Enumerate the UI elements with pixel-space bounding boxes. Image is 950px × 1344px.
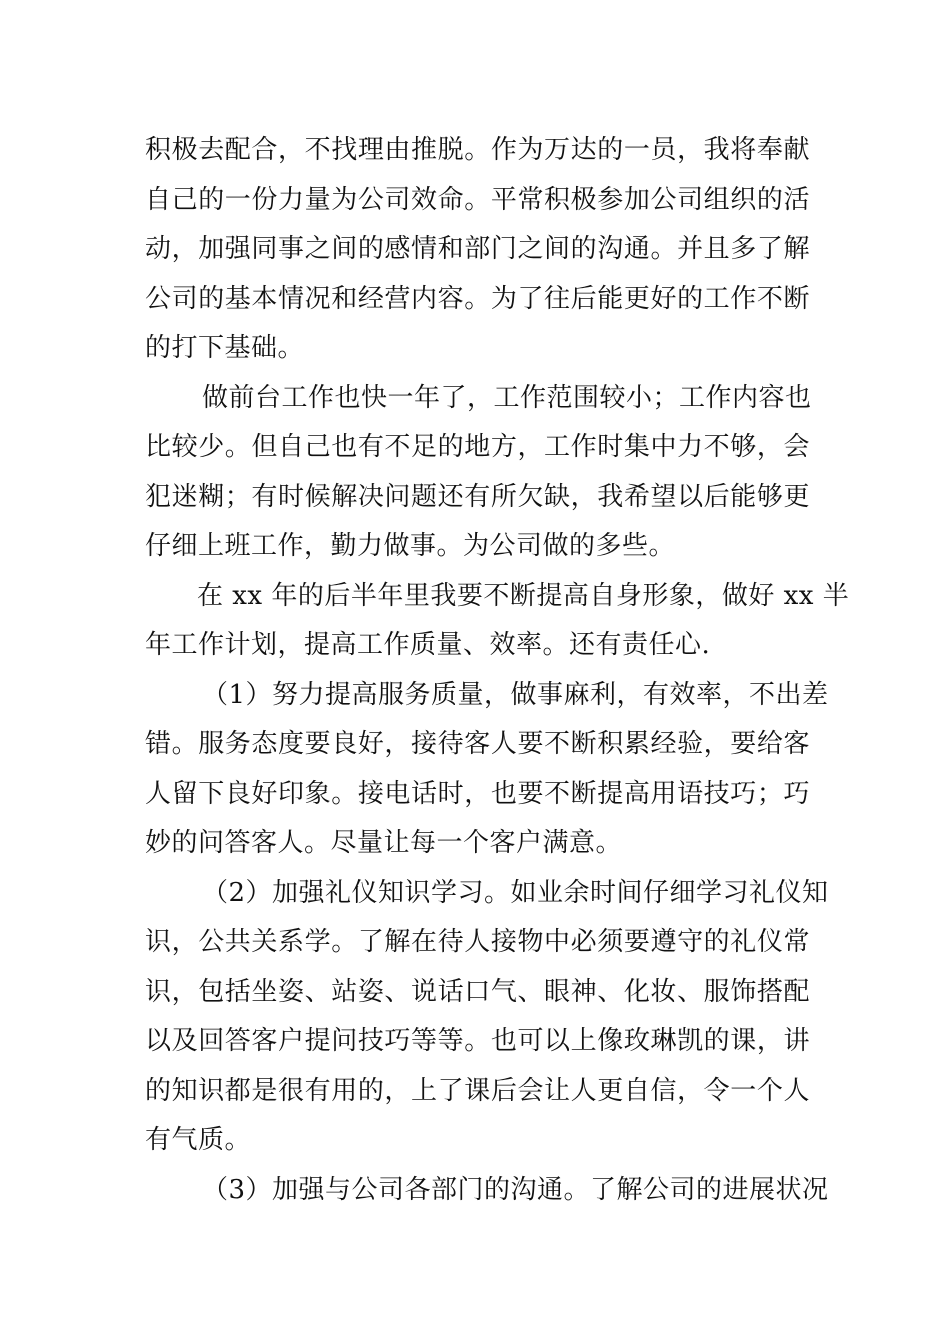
paragraph (145, 671, 829, 869)
text-line: （1）努力提高服务质量，做事麻利，有效率，不出差 (202, 679, 829, 710)
text-line: 动，加强同事之间的感情和部门之间的沟通。并且多了解 (145, 234, 810, 264)
paragraph (145, 1166, 829, 1216)
text-line: 公司的基本情况和经营内容。为了往后能更好的工作不断 (145, 283, 810, 314)
text-line: 仔细上班工作，勤力做事。为公司做的多些。 (145, 531, 676, 561)
text-line: 错。服务态度要良好，接待客人要不断积累经验，要给客 (145, 729, 810, 759)
text-line: 积极去配合，不找理由推脱。作为万达的一员，我将奉献 (145, 135, 810, 165)
text-line: 识，包括坐姿、站姿、说话口气、眼神、化妆、服饰搭配 (145, 976, 810, 1007)
text-line: 自己的一份力量为公司效命。平常积极参加公司组织的活 (145, 184, 810, 215)
paragraph (145, 572, 850, 671)
text-line: 年工作计划，提高工作质量、效率。还有责任心. (145, 630, 711, 660)
document-body (145, 126, 850, 1215)
text-line: 比较少。但自己也有不足的地方，工作时集中力不够，会 (145, 432, 810, 462)
text-line: 在 xx 年的后半年里我要不断提高自身形象，做好 xx 半 (197, 580, 850, 611)
text-line: 犯迷糊；有时候解决问题还有所欠缺，我希望以后能够更 (145, 481, 810, 512)
text-line: （2）加强礼仪知识学习。如业余时间仔细学习礼仪知 (202, 877, 829, 908)
text-line: 的打下基础。 (145, 333, 305, 363)
text-line: 以及回答客户提问技巧等等。也可以上像玫琳凯的课，讲 (145, 1026, 810, 1056)
text-line: 的知识都是很有用的，上了课后会让人更自信，令一个人 (145, 1075, 810, 1106)
text-line: （3）加强与公司各部门的沟通。了解公司的进展状况 (202, 1174, 829, 1205)
text-line: 有气质。 (145, 1125, 252, 1155)
text-line: 识，公共关系学。了解在待人接物中必须要遵守的礼仪常 (145, 927, 810, 957)
text-line: 妙的问答客人。尽量让每一个客户满意。 (145, 828, 623, 858)
text-line: 做前台工作也快一年了，工作范围较小；工作内容也 (202, 382, 812, 413)
text-line: 人留下良好印象。接电话时，也要不断提高用语技巧；巧 (145, 778, 810, 809)
paragraph (145, 374, 810, 572)
paragraph (145, 126, 810, 374)
paragraph (145, 869, 829, 1166)
